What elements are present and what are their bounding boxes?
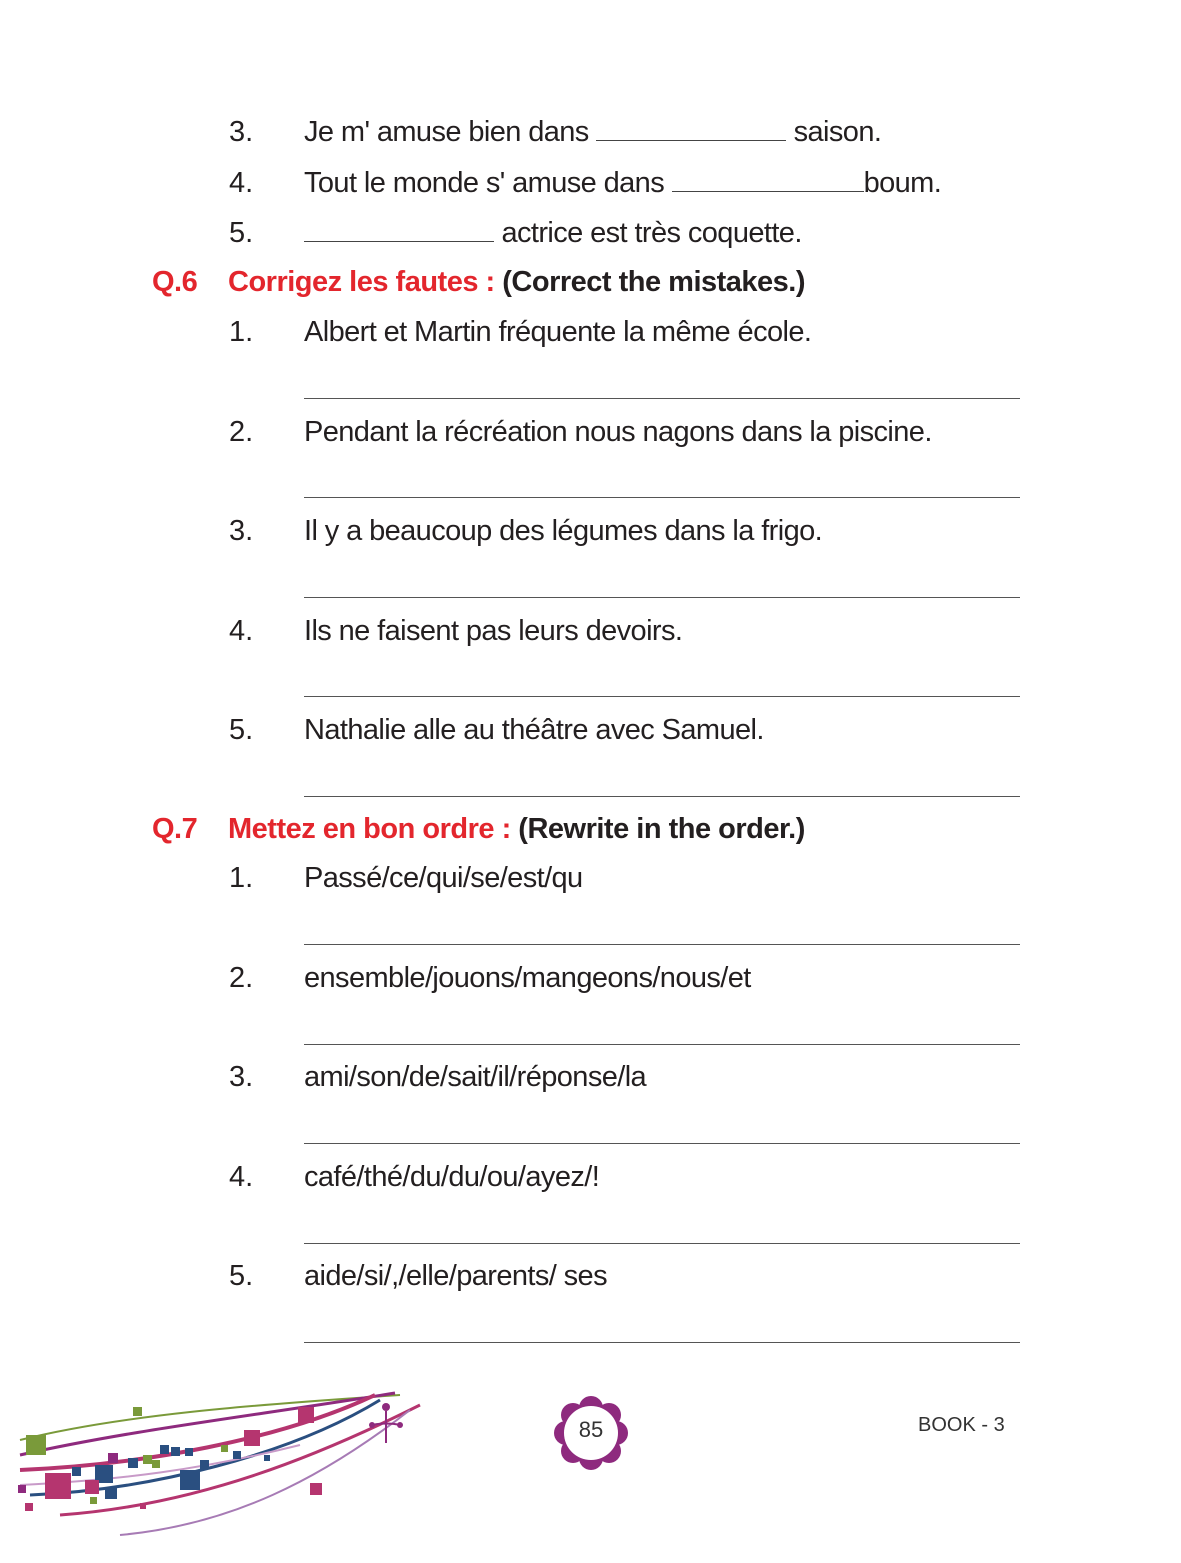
answer-line[interactable] [304, 497, 1020, 498]
answer-blank[interactable] [672, 187, 864, 192]
sentence-start: Tout le monde s' amuse dans [304, 167, 672, 199]
book-label: BOOK - 3 [918, 1414, 1005, 1436]
question-title-french: Mettez en bon ordre : [228, 813, 519, 845]
sentence-end: boum. [863, 167, 942, 199]
item-number: 5. [229, 217, 254, 249]
answer-line[interactable] [304, 1243, 1020, 1244]
item-sentence: aide/si/,/elle/parents/ ses [304, 1260, 607, 1292]
item-sentence: ensemble/jouons/mangeons/nous/et [304, 962, 751, 994]
item-sentence: Il y a beaucoup des légumes dans la frigo. [304, 515, 823, 547]
item-sentence: Pendant la récréation nous nagons dans la piscine. [304, 416, 932, 448]
answer-line[interactable] [304, 944, 1020, 945]
item-number: 4. [229, 167, 254, 199]
answer-line[interactable] [304, 1044, 1020, 1045]
q7-heading [152, 813, 805, 846]
answer-line[interactable] [304, 796, 1020, 797]
item-sentence: Passé/ce/qui/se/est/qu [304, 862, 583, 894]
item-number: 3. [229, 515, 254, 547]
question-title-french: Corrigez les fautes : [228, 266, 503, 298]
answer-line[interactable] [304, 1143, 1020, 1144]
item-sentence: café/thé/du/du/ou/ayez/! [304, 1161, 600, 1193]
sentence-end: saison. [786, 116, 882, 148]
item-number: 1. [229, 862, 254, 894]
item-number: 5. [229, 714, 254, 746]
question-number: Q.6 [152, 266, 198, 298]
answer-line[interactable] [304, 696, 1020, 697]
item-sentence: Albert et Martin fréquente la même école. [304, 316, 812, 348]
item-number: 4. [229, 1161, 254, 1193]
item-number: 2. [229, 962, 254, 994]
item-sentence: Ils ne faisent pas leurs devoirs. [304, 615, 683, 647]
answer-blank[interactable] [596, 136, 786, 141]
item-number: 1. [229, 316, 254, 348]
item-number: 5. [229, 1260, 254, 1292]
decorative-swirl-ornament [0, 1385, 440, 1545]
item-sentence [304, 167, 941, 200]
item-sentence: ami/son/de/sait/il/réponse/la [304, 1061, 647, 1093]
sentence-end: actrice est très coquette. [494, 217, 802, 249]
answer-line[interactable] [304, 597, 1020, 598]
page-number: 85 [578, 1417, 604, 1442]
answer-blank[interactable] [304, 237, 494, 242]
q6-heading [152, 266, 805, 299]
question-number: Q.7 [152, 813, 198, 845]
item-sentence: Nathalie alle au théâtre avec Samuel. [304, 714, 764, 746]
item-sentence [304, 116, 881, 149]
item-sentence [304, 217, 802, 250]
question-title-english: (Rewrite in the order.) [518, 813, 805, 845]
item-number: 3. [229, 116, 254, 148]
item-number: 4. [229, 615, 254, 647]
question-title-english: (Correct the mistakes.) [502, 266, 806, 298]
item-number: 3. [229, 1061, 254, 1093]
item-number: 2. [229, 416, 254, 448]
answer-line[interactable] [304, 1342, 1020, 1343]
sentence-start: Je m' amuse bien dans [304, 116, 597, 148]
answer-line[interactable] [304, 398, 1020, 399]
